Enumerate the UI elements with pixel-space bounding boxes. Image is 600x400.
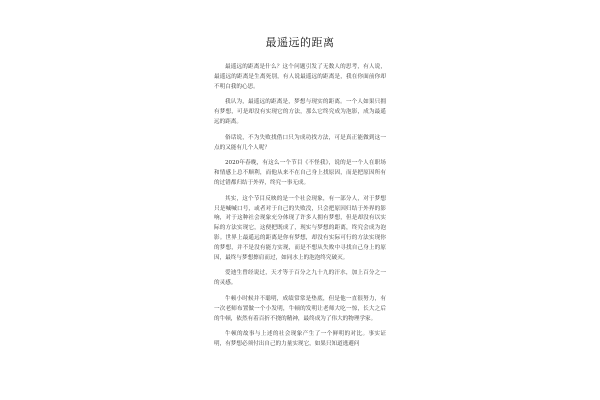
paragraph: 俗话说，不为失败找借口只为成功找方法，可是真正能做到这一点的又能有几个人呢？ (214, 134, 386, 151)
paragraph: 牛顿小时候并不聪明，成绩常常是垫底，但是他一直很努力，有一次老师布置做一个小发明，牛顿的发明让老师大吃一惊，长大之后的牛顿，依然有着百折不挠的精神，最终成为了伟大的物理学家。 (214, 295, 386, 322)
paragraph: 2020年春晚，有这么一个节目《不怪我》，说的是一个人在职场和情感上总不顺利，而他从来不在自己身上找原因，而是把原因所有的过错都归结于外界，终究一事无成。 (214, 160, 386, 186)
paragraph: 最遥远的距离是什么？这个问题引发了无数人的思考，有人说，最遥远的距离是生离死别，有人说最遥远的距离是，我在你面前你却不明白我的心思。 (214, 64, 386, 90)
paragraph: 其实，这个节目反映的是一个社会现象，有一部分人，对于梦想只是喊喊口号，或者对于自己的失败没，只会把原因归结于外界的影响，对于这种社会现象充分体现了许多人拥有梦想，但是却没有以实际的方法实现它，这便把既成了，现实与梦想的距离，终究会成为泡影。世界上最遥远的距离是你有梦想，却没有实际可行的方法实现你的梦想，并不是没有能力实现，而是不想从失败中寻找自己身上的原因，最终与梦想擦肩而过，如同水上的泡泡终究破灭。 (214, 195, 386, 261)
paragraph: 我认为，最遥远的距离是，梦想与现实的距离。一个人如果只拥有梦想，可是却没有实现它的方法，那么它终究成为泡影，成为最遥远的距离。 (214, 99, 386, 125)
paragraph: 爱迪生曾经说过，天才等于百分之九十九的汗水，加上百分之一的灵感。 (214, 270, 386, 287)
article (214, 34, 386, 356)
article-title: 最遥远的距离 (265, 36, 335, 49)
paragraph: 牛顿的故事与上述的社会现象产生了一个鲜明的对比。事实证明，有梦想必须付出自己的力量实现它，如果只知道逃避问 (214, 331, 386, 348)
